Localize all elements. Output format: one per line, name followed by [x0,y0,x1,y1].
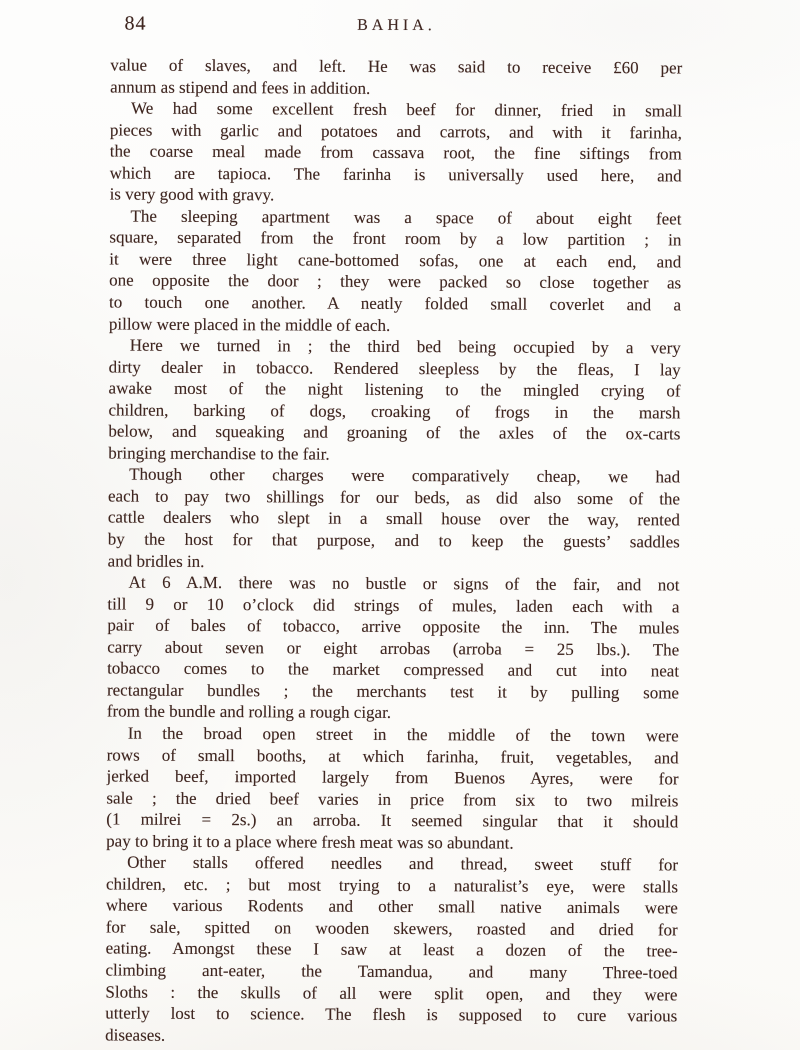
paragraph [107,572,680,726]
text-line: cattle dealers who slept in a small house over the way, rented [107,507,680,530]
text-line: At 6 A.M. there was no bustle or signs of the fair, and not [128,572,680,595]
text-line: awake most of the night listening to the mingled crying of [108,378,681,401]
text-line: where various Rodents and other small native animals were [105,895,678,918]
text-line: by the host for that purpose, and to keep the guests’ saddles [107,529,680,552]
text-line: utterly lost to science. The flesh is supposed to cure various [105,1003,678,1026]
text-line: diseases. [105,1025,166,1045]
text-line: and bridles in. [107,551,205,571]
text-line: tobacco comes to the market compressed and cut into neat [107,658,680,681]
text-line: jerked beef, imported largely from Buenos Ayres, were for [106,766,679,789]
paragraph [110,54,682,100]
text-line: pieces with garlic and potatoes and carrots, and with it farinha, [109,120,682,143]
text-line: children, etc. ; but most trying to a naturalist’s eye, were stalls [105,874,679,897]
paragraph [106,722,679,854]
text-line: each to pay two shillings for our beds, as did also some of the [107,486,681,509]
paragraph [109,205,682,337]
paragraph [110,98,683,209]
text-line: In the broad open street in the middle of the town were [127,723,679,746]
text-line: Other stalls offered needles and thread, sweet stuff for [127,852,679,875]
text-line: the coarse meal made from cassava root, the fine siftings from [109,141,682,164]
text-line: (1 milrei = 2s.) an arroba. It seemed singular that it should [106,809,679,832]
paragraph [105,852,678,1049]
page-number: 84 [124,12,147,35]
text-line: Sloths : the skulls of all were split open, and they were [105,981,678,1004]
text-line: from the bundle and rolling a rough cigar. [106,701,392,723]
text-line: for sale, spitted on wooden skewers, roasted and dried for [105,917,678,940]
text-line: carry about seven or eight arrobas (arroba = 25 lbs.). The [107,637,680,660]
text-line: value of slaves, and left. He was said to receive £60 per [110,55,683,78]
text-line: below, and squeaking and groaning of the axles of the ox-carts [108,421,681,444]
paragraph [108,335,681,467]
text-line: pay to bring it to a place where fresh meat was so abundant. [106,831,514,853]
text-line: We had some excellent fresh beef for dinner, fried in small [130,98,683,121]
page-title: BAHIA. [357,16,436,35]
text-block [105,54,682,1048]
text-line: rows of small booths, at which farinha, fruit, vegetables, and [106,744,679,767]
text-line: till 9 or 10 o’clock did strings of mules, laden each with a [107,594,680,617]
paragraph [108,464,681,575]
text-line: pillow were placed in the middle of each. [108,314,391,335]
text-line: Here we turned in ; the third bed being occupied by a very [129,335,681,358]
text-line: which are tapioca. The farinha is universally used here, and [109,163,682,186]
running-header [110,12,682,43]
text-line: eating. Amongst these I saw at least a dozen of the tree- [105,938,678,961]
text-line: square, separated from the front room by a low partition ; in [109,227,682,250]
text-line: pair of bales of tobacco, arrive opposite the inn. The mules [107,615,680,638]
text-line: sale ; the dried beef varies in price from six to two milreis [106,788,679,811]
text-line: is very good with gravy. [109,184,275,205]
text-line: children, barking of dogs, croaking of frogs in the marsh [108,400,681,423]
text-line: to touch one another. A neatly folded small coverlet and a [108,292,682,315]
text-line: it were three light cane-bottomed sofas, one at each end, and [109,249,682,272]
text-line: bringing merchandise to the fair. [108,443,330,464]
text-line: one opposite the door ; they were packed so close together as [109,270,682,293]
text-line: climbing ant-eater, the Tamandua, and many Three-toed [105,960,678,983]
text-line: annum as stipend and fees in addition. [110,77,371,98]
text-line: dirty dealer in tobacco. Rendered sleepless by the fleas, I lay [108,357,681,380]
text-line: Though other charges were comparatively cheap, we had [129,464,681,487]
text-line: The sleeping apartment was a space of about eight feet [130,206,682,229]
text-line: rectangular bundles ; the merchants test it by pulling some [106,680,680,703]
